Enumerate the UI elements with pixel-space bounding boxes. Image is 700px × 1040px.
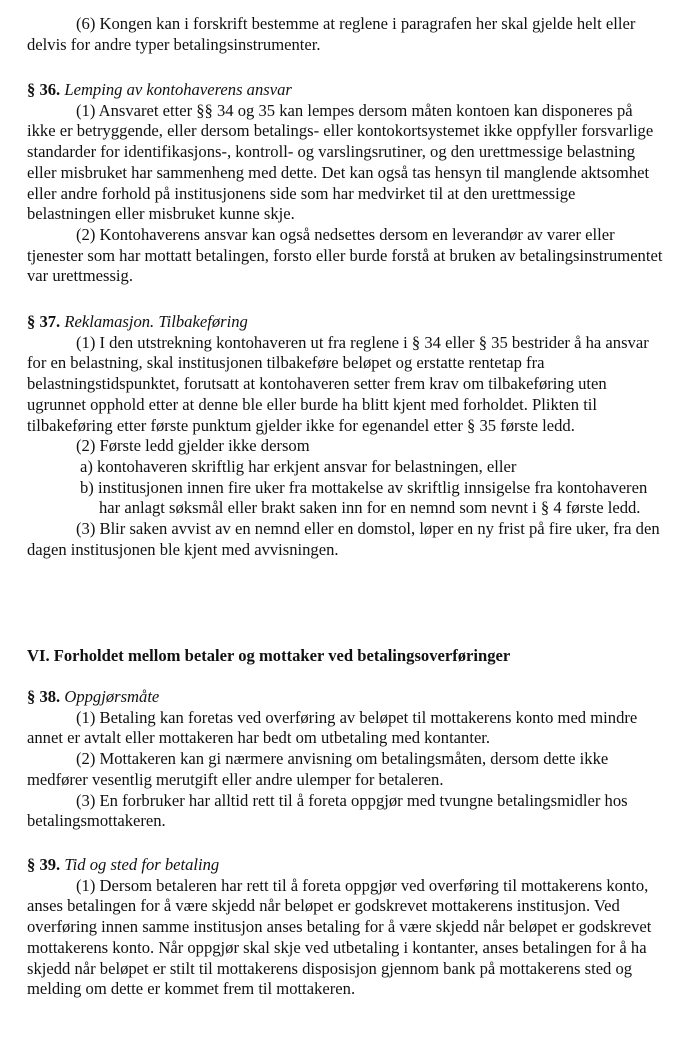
section-title: Lemping av kontohaverens ansvar [64, 80, 292, 99]
paragraph-3: (3) En forbruker har alltid rett til å foreta oppgjør med tvungne betalingsmidler hos betalingsmottakeren. [27, 790, 628, 831]
section-number: § 38. [27, 687, 61, 706]
section-title: Tid og sted for betaling [64, 855, 220, 874]
list-item-a: a) kontohaveren skriftlig har erkjent ansvar for belastningen, eller [80, 456, 517, 476]
section-37 [27, 312, 663, 560]
section-heading [27, 855, 663, 876]
paragraph-text: (6) Kongen kan i forskrift bestemme at reglene i paragrafen her skal gjelde helt eller delvis for andre typer betalingsinstrumenter. [27, 14, 636, 54]
chapter-vi [27, 646, 663, 667]
section-number: § 37. [27, 312, 61, 331]
list-item-b: b) institusjonen innen fire uker fra mottakelse av skriftlig innsigelse fra kontohaveren har anlagt søksmål eller brakt saken inn for en nemnd som nevnt i § 4 første ledd. [80, 477, 648, 518]
paragraph-1: (1) I den utstrekning kontohaveren ut fra reglene i § 34 eller § 35 bestrider å ha ansvar for en belastning, skal institusjonen tilbakeføre beløpet og erstatte rentetap fra belastningstidspunktet, forutsatt at kontohaveren setter frem krav om tilbakeføring uten ugrunnet opphold etter at denne ble eller burde ha blitt kjent med forholdet. Plikten til tilbakeføring etter første punktum gjelder ikke for egenandel etter § 35 første ledd. [27, 332, 649, 435]
section-38 [27, 687, 663, 832]
section-heading [27, 80, 663, 101]
paragraph-1: (1) Betaling kan foretas ved overføring av beløpet til mottakerens konto med mindre annet er avtalt eller mottakeren har bedt om utbetaling med kontanter. [27, 707, 638, 748]
section-title: Reklamasjon. Tilbakeføring [64, 312, 248, 331]
paragraph-1: (1) Dersom betaleren har rett til å foreta oppgjør ved overføring til mottakerens konto, anses betalingen for å være skjedd når beløpet er godskrevet mottakerens institusjon. Ved overføring innen samme institusjon anses betaling for å være skjedd når beløpet er godskrevet mottakerens konto. Når oppgjør skal skje ved utbetaling i kontanter, anses betalingen for å ha skjedd når beløpet er stilt til mottakerens disposisjon gjennom bank på mottakerens sted og melding om dette er kommet frem til mottakeren. [27, 875, 652, 999]
paragraph-s35-6 [27, 14, 663, 55]
section-heading [27, 687, 663, 708]
paragraph-3: (3) Blir saken avvist av en nemnd eller en domstol, løper en ny frist på fire uker, fra den dagen institusjonen ble kjent med avvisningen. [27, 519, 660, 559]
paragraph-2: (2) Første ledd gjelder ikke dersom [76, 436, 310, 456]
paragraph-2: (2) Kontohaverens ansvar kan også nedsettes dersom en leverandør av varer eller tjenester som har mottatt betalingen, forsto eller burde forstå at bruken av betalingsinstrumentet var urettmessig. [27, 224, 663, 286]
section-heading [27, 312, 663, 333]
chapter-title: VI. Forholdet mellom betaler og mottaker ved betalingsoverføringer [27, 646, 511, 665]
section-number: § 39. [27, 855, 61, 874]
section-title: Oppgjørsmåte [64, 687, 160, 706]
paragraph-1: (1) Ansvaret etter §§ 34 og 35 kan lempes dersom måten kontoen kan disponeres på ikke er betryggende, eller dersom betalings- eller kontokortsystemet ikke oppfyller forsvarlige standarder for identifikasjons-, kontroll- og varslingsrutiner, og den urettmessige belastning eller misbruket har sammenheng med dette. Det kan også tas hensyn til manglende aktsomhet eller andre forhold på institusjonens side som har medvirket til at den urettmessige belastningen eller misbruket kunne skje. [27, 100, 654, 224]
section-39 [27, 855, 663, 1000]
section-36 [27, 80, 663, 287]
section-number: § 36. [27, 80, 61, 99]
paragraph-2: (2) Mottakeren kan gi nærmere anvisning om betalingsmåten, dersom dette ikke medfører vesentlig merutgift eller andre ulemper for betaleren. [27, 749, 609, 789]
